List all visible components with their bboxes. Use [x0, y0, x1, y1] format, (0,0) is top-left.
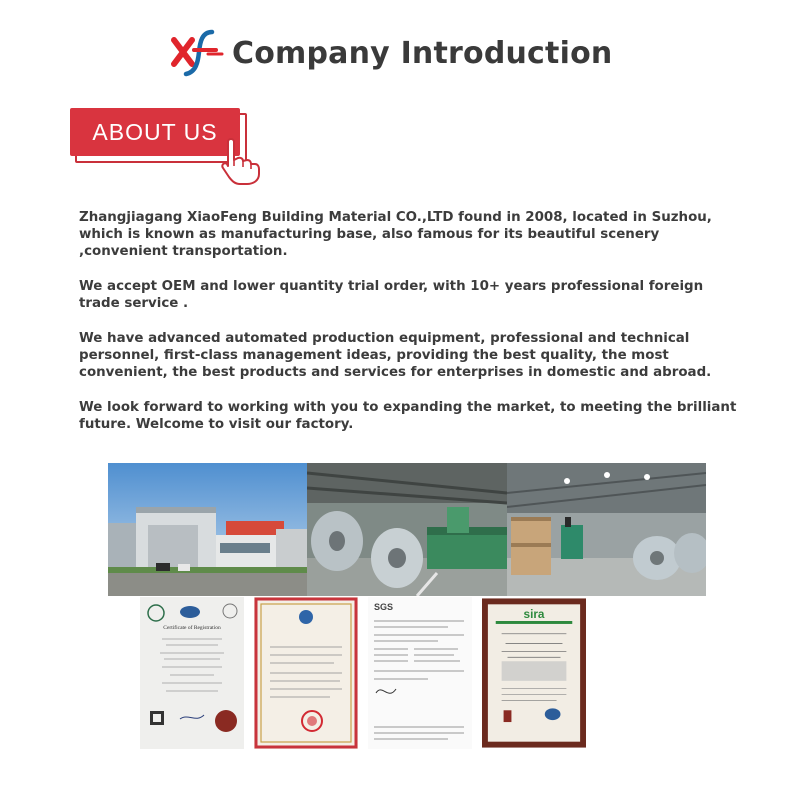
- factory-photo-strip: [108, 463, 706, 596]
- page-header: [168, 28, 612, 78]
- intro-paragraph: Zhangjiagang XiaoFeng Building Material CO.,LTD found in 2008, located in Suzhou, which is known as manufacturing base, also famous for its beautiful scenery ,convenient transportation.: [79, 210, 712, 259]
- company-description: [79, 209, 739, 451]
- production-line-photo: [307, 463, 507, 596]
- registration-certificate: [140, 597, 244, 749]
- certificate-heading: Certificate of Registration: [163, 625, 221, 631]
- chinese-certificate: [254, 597, 358, 749]
- warehouse-photo: [507, 463, 706, 596]
- intro-paragraph: We accept OEM and lower quantity trial order, with 10+ years professional foreign trade service .: [79, 279, 704, 311]
- page-title: Company Introduction: [232, 35, 613, 71]
- about-badge-label: ABOUT US: [92, 119, 218, 145]
- intro-paragraph: We look forward to working with you to expanding the market, to meeting the brilliant future. Welcome to visit our factory.: [79, 400, 737, 432]
- pointing-hand-icon: [220, 136, 266, 186]
- xf-logo-icon: [168, 28, 226, 78]
- certificate-strip: [140, 597, 590, 749]
- certificate-heading: sira: [523, 608, 545, 622]
- sgs-report: [368, 597, 472, 749]
- intro-paragraph: We have advanced automated production equipment, professional and technical personnel, first-class management ideas, providing the best quality, the most convenient, the best products and services for enterprises in domestic and abroad.: [79, 331, 712, 380]
- certificate-heading: SGS: [374, 602, 394, 612]
- sira-certificate: [482, 597, 586, 749]
- about-us-badge: [70, 108, 270, 188]
- factory-exterior-photo: [108, 463, 307, 596]
